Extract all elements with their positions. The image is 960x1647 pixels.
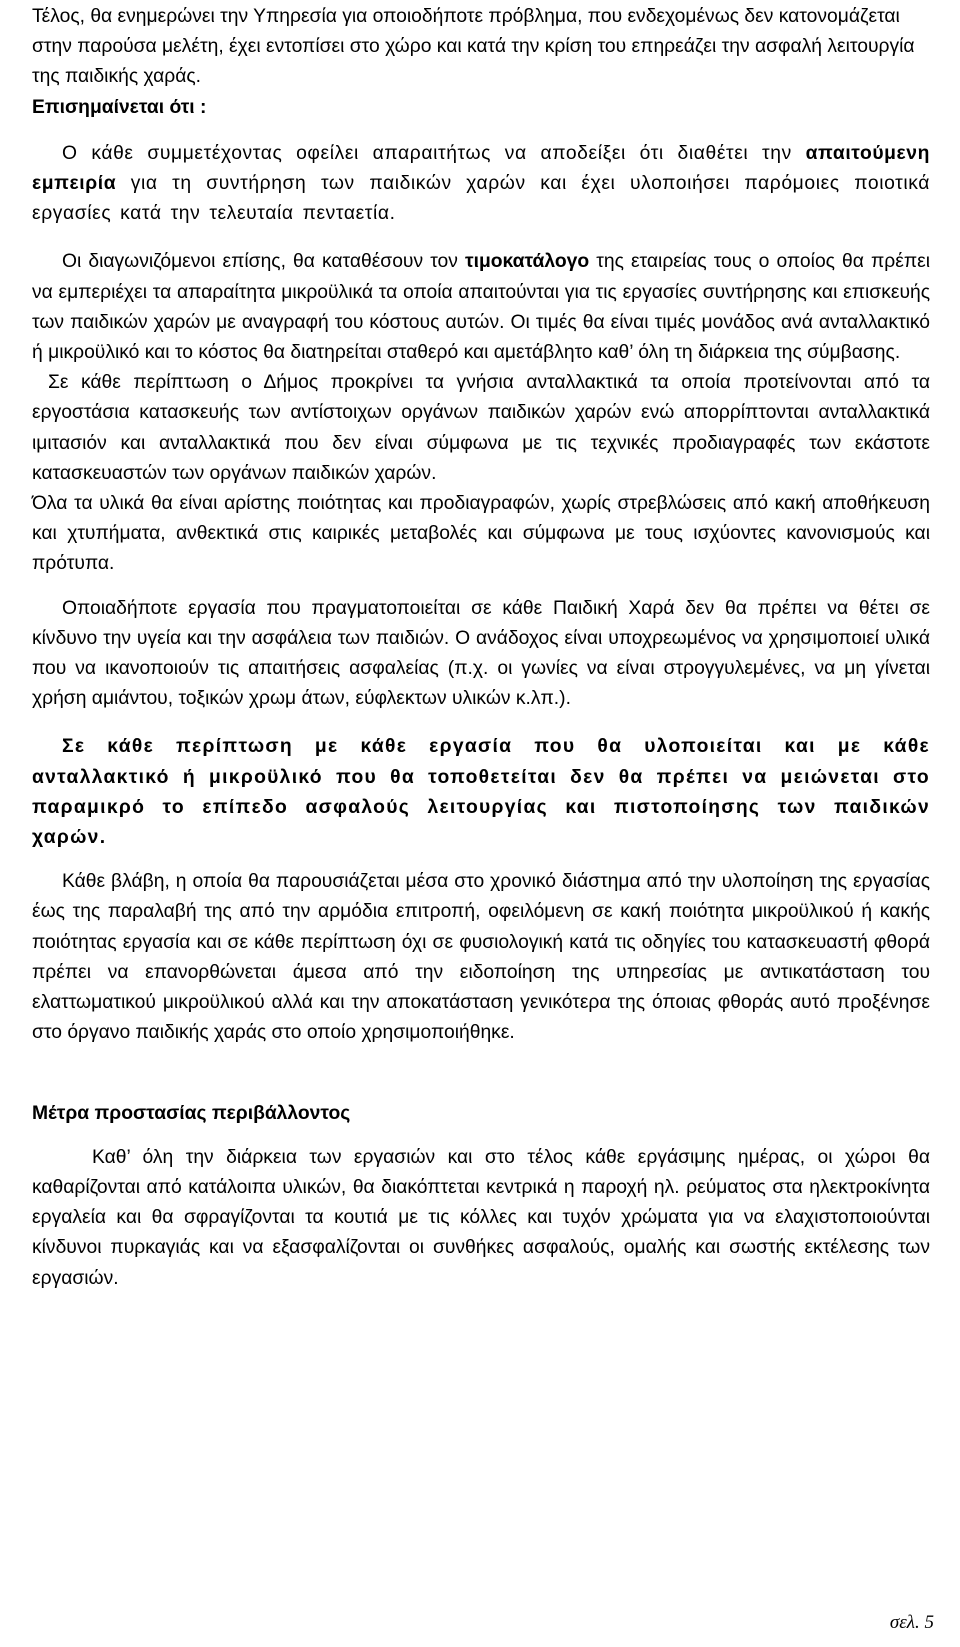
document-page (32, 2, 930, 1294)
experience-paragraph: Ο κάθε συμμετέχοντας οφείλει απαραιτήτως να αποδείξει ότι διαθέτει την απαιτούμενη εμπειρία για τη συντήρηση των παιδικών χαρών και έχει υλοποιήσει παρόμοιες ποιοτικά εργασίες κατά την τελευταία πενταετία. (32, 142, 930, 225)
intro-paragraph: Τέλος, θα ενημερώνει την Υπηρεσία για οποιοδήποτε πρόβλημα, που ενδεχομένως δεν κατονομάζεται στην παρούσα μελέτη, έχει εντοπίσει στο χώρο και κατά την κρίση του επηρεάζει την ασφαλή λειτουργία της παιδικής χαράς. Επισημαίνεται ότι : (32, 6, 915, 118)
defects-paragraph: Κάθε βλάβη, η οποία θα παρουσιάζεται μέσα στο χρονικό διάστημα από την υλοποίηση της εργασίας έως της παραλαβή της από την αρμόδια επιτροπή, οφειλόμενη σε κακή ποιότητα μικροϋλικού ή κακής ποιότητας εργασία και σε κάθε περίπτωση όχι σε φυσιολογική κατά τις οδηγίες του κατασκευαστή φθορά πρέπει να επανορθώνεται άμεσα από την ειδοποίηση της υπηρεσίας με αντικατάσταση του ελαττωματικού μικροϋλικού αλλά και την αποκατάσταση γενικότερα της όποιας φθοράς αυτό προξένησε στο όργανο παιδικής χαράς στο οποίο χρησιμοποιήθηκε. (32, 871, 930, 1044)
environment-paragraph: Καθ’ όλη την διάρκεια των εργασιών και στο τέλος κάθε εργάσιμης ημέρας, οι χώροι θα καθαρίζονται από κατάλοιπα υλικών, θα διακόπτεται κεντρικά η παροχή ηλ. ρεύματος στα ηλεκτροκίνητα εργαλεία και θα σφραγίζονται τα κουτιά με τις κόλλες και τυχόν χρώματα για να ελαχιστοποιούνται κίνδυνοι πυρκαγιάς και να εξασφαλίζονται οι συνθήκες ασφαλούς, ομαλής και σωστής εκτέλεσης των εργασιών. (32, 1146, 930, 1289)
safety-paragraph: Οποιαδήποτε εργασία που πραγματοποιείται σε κάθε Παιδική Χαρά δεν θα πρέπει να θέτει σε κίνδυνο την υγεία και την ασφάλεια των παιδιών. Ο ανάδοχος είναι υποχρεωμένος να χρησιμοποιεί υλικά που να ικανοποιούν τις απαιτήσεις ασφαλείας (π.χ. οι γωνίες να είναι στρογγυλεμένες, να μη γίνεται χρήση αμιάντου, τοξικών χρωμ άτων, εύφλεκτων υλικών κ.λπ.). (32, 597, 930, 710)
page-number: σελ. 5 (889, 1612, 934, 1633)
pricelist-paragraph: Οι διαγωνιζόμενοι επίσης, θα καταθέσουν τον τιμοκατάλογο της εταιρείας τους ο οποίος θα πρέπει να εμπεριέχει τα απαραίτητα μικροϋλικά τα οποία απαιτούνται για τις εργασίες συντήρησης και επισκευής των παιδικών χαρών με αναγραφή του κόστους αυτών. Οι τιμές θα είναι τιμές μονάδος ανά ανταλλακτικό ή μικροϋλικό και το κόστος θα διατηρείται σταθερό και αμετάβλητο καθ’ όλη τη διάρκεια της σύμβασης. (32, 251, 931, 364)
emphasis-note: Επισημαίνεται ότι : (32, 96, 207, 118)
experience-bold: απαιτούμενη εμπειρία (32, 142, 930, 195)
spare-parts-paragraph: Σε κάθε περίπτωση ο Δήμος προκρίνει τα γνήσια ανταλλακτικά τα οποία προτείνονται από τα εργοστάσια κατασκευής των αντίστοιχων οργάνων παιδικών χαρών ενώ απορρίπτονται ανταλλακτικά ιμιτασιόν και ανταλλακτικά που δεν είναι σύμφωνα με τις τεχνικές προδιαγραφές των εκάστοτε κατασκευαστών των οργάνων παιδικών χαρών. (32, 372, 930, 484)
section-heading: Μέτρα προστασίας περιβάλλοντος (32, 1102, 351, 1124)
bold-safety-paragraph: Σε κάθε περίπτωση με κάθε εργασία που θα υλοποιείται και με κάθε ανταλλακτικό ή μικροϋλικό που θα τοποθετείται δεν θα πρέπει να μειώνεται στο παραμικρό το επίπεδο ασφαλούς λειτουργίας και πιστοποίησης των παιδικών χαρών. (32, 736, 930, 849)
materials-paragraph: Όλα τα υλικά θα είναι αρίστης ποιότητας και προδιαγραφών, χωρίς στρεβλώσεις από κακή αποθήκευση και χτυπήματα, ανθεκτικά στις καιρικές μεταβολές και σύμφωνα με τους ισχύοντες κανονισμούς και πρότυπα. (32, 493, 930, 575)
pricelist-bold: τιμοκατάλογο (464, 251, 590, 273)
